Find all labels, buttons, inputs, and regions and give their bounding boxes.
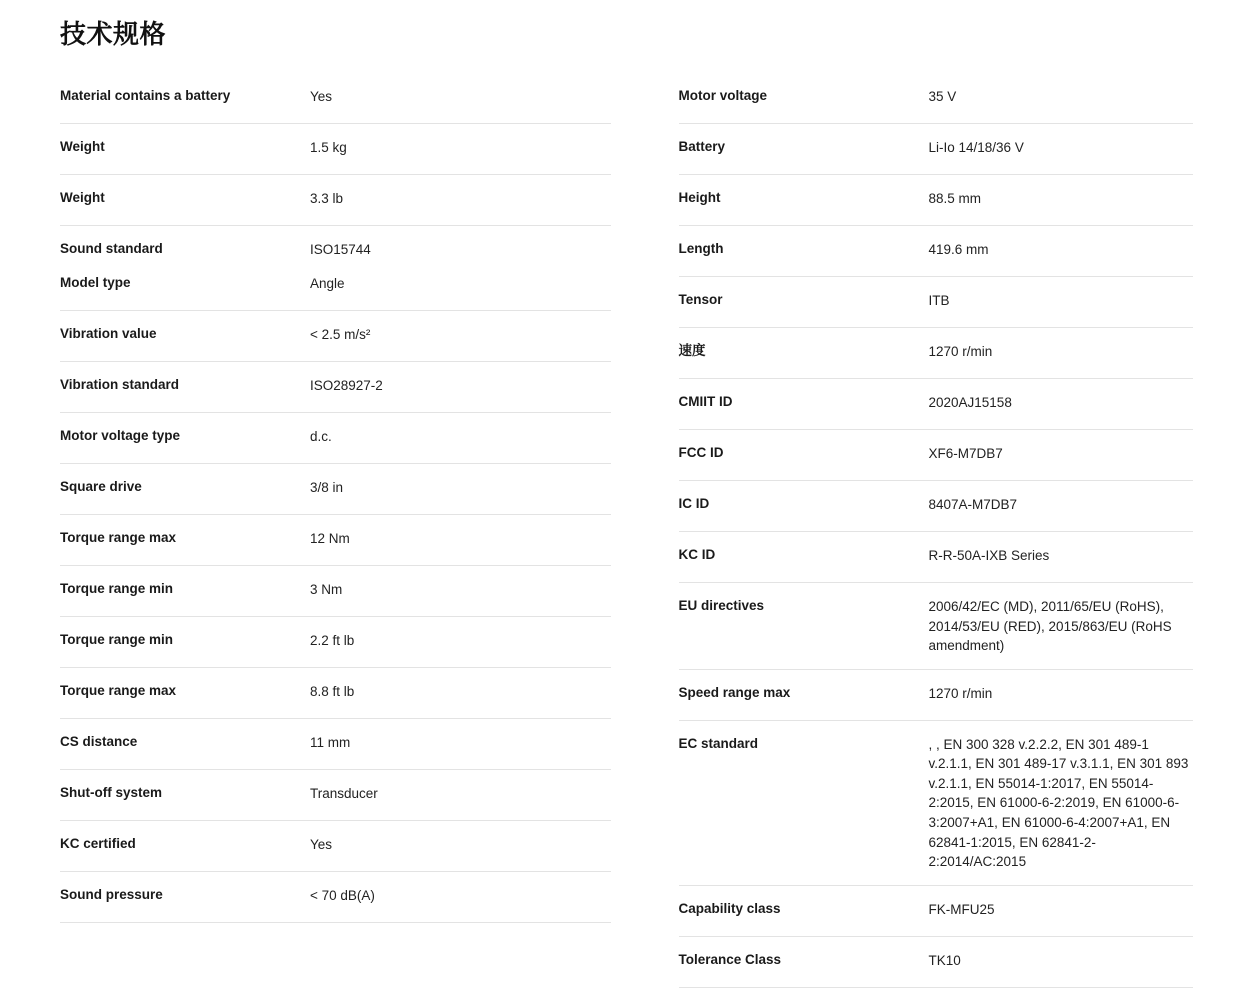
spec-value: 3 Nm bbox=[310, 582, 343, 597]
spec-value: 35 V bbox=[928, 89, 957, 104]
table-row bbox=[60, 311, 611, 362]
spec-value: 2006/42/EC (MD), 2011/65/EU (RoHS), 2014/53/EU (RED), 2015/863/EU (RoHS amendment) bbox=[928, 599, 1172, 654]
spec-value: Transducer bbox=[310, 786, 378, 801]
spec-label: Torque range max bbox=[60, 683, 177, 698]
spec-columns bbox=[60, 73, 1193, 988]
table-row bbox=[60, 821, 611, 872]
table-row bbox=[60, 617, 611, 668]
table-row bbox=[679, 937, 1194, 988]
spec-label: Speed range max bbox=[678, 684, 791, 700]
spec-label: Length bbox=[678, 241, 724, 256]
spec-label: EU directives bbox=[678, 598, 765, 613]
table-row bbox=[60, 73, 611, 124]
spec-label: Material contains a battery bbox=[60, 88, 231, 103]
spec-label: Height bbox=[678, 190, 721, 205]
spec-value: 1270 r/min bbox=[928, 685, 993, 701]
spec-label: Motor voltage bbox=[678, 88, 768, 103]
table-row bbox=[60, 175, 611, 226]
table-row bbox=[679, 721, 1194, 886]
spec-value: 3/8 in bbox=[310, 480, 344, 495]
table-row bbox=[60, 515, 611, 566]
table-row bbox=[60, 872, 611, 923]
spec-label: CS distance bbox=[60, 734, 138, 749]
table-row bbox=[60, 226, 611, 268]
table-row bbox=[60, 464, 611, 515]
spec-value: 8407A-M7DB7 bbox=[928, 497, 1018, 512]
spec-label: Sound pressure bbox=[60, 887, 163, 902]
table-row bbox=[679, 73, 1194, 124]
table-row bbox=[60, 413, 611, 464]
spec-value: 2020AJ15158 bbox=[928, 395, 1012, 410]
spec-label: Shut-off system bbox=[60, 785, 163, 800]
spec-value: Yes bbox=[310, 837, 333, 852]
page-title: 技术规格 bbox=[60, 19, 167, 49]
spec-label: Torque range max bbox=[60, 530, 177, 545]
table-row bbox=[679, 886, 1194, 937]
table-row bbox=[60, 668, 611, 719]
spec-label: Sound standard bbox=[60, 241, 163, 256]
table-row bbox=[679, 379, 1194, 430]
spec-label: CMIIT ID bbox=[678, 394, 733, 409]
table-row bbox=[679, 328, 1194, 379]
table-row bbox=[679, 583, 1194, 670]
spec-value: ISO15744 bbox=[310, 242, 371, 257]
spec-label: Tolerance Class bbox=[678, 951, 782, 967]
spec-label: Square drive bbox=[60, 479, 142, 494]
spec-label: Battery bbox=[678, 139, 726, 154]
spec-value: ISO28927-2 bbox=[310, 378, 383, 393]
spec-label: Torque range min bbox=[60, 581, 174, 596]
spec-value: < 2.5 m/s² bbox=[310, 327, 371, 342]
table-row bbox=[60, 362, 611, 413]
spec-label: Weight bbox=[60, 139, 105, 154]
spec-column-left bbox=[60, 73, 627, 923]
spec-column-right bbox=[627, 73, 1194, 988]
table-row bbox=[679, 532, 1194, 583]
spec-label: Motor voltage type bbox=[60, 428, 181, 443]
spec-value: TK10 bbox=[928, 952, 961, 968]
spec-value: Yes bbox=[310, 89, 333, 104]
spec-label: Tensor bbox=[678, 292, 723, 307]
spec-label: Capability class bbox=[678, 900, 781, 916]
table-row bbox=[60, 719, 611, 770]
spec-label: EC standard bbox=[678, 735, 759, 751]
spec-value: Li-Io 14/18/36 V bbox=[928, 140, 1024, 155]
table-row bbox=[679, 175, 1194, 226]
table-row bbox=[679, 277, 1194, 328]
spec-label: Torque range min bbox=[60, 632, 174, 647]
table-row bbox=[60, 268, 611, 311]
table-row bbox=[60, 124, 611, 175]
spec-value: FK-MFU25 bbox=[928, 901, 995, 917]
spec-value: 3.3 lb bbox=[310, 191, 344, 206]
table-row bbox=[60, 566, 611, 617]
table-row bbox=[679, 670, 1194, 721]
spec-label: KC ID bbox=[678, 547, 716, 562]
spec-value: 1.5 kg bbox=[310, 140, 347, 155]
spec-label: Model type bbox=[60, 275, 131, 290]
spec-value: XF6-M7DB7 bbox=[928, 446, 1003, 461]
spec-value: 419.6 mm bbox=[928, 242, 989, 257]
table-row bbox=[60, 770, 611, 821]
spec-value: , , EN 300 328 v.2.2.2, EN 301 489-1 v.2.1.1, EN 301 489-17 v.3.1.1, EN 301 893 v.2.1.1, EN 55014-1:2017, EN 55014-2:2015, EN 61000-6-2:2019, EN 61000-6-3:2007+A1, EN 61000-6-4:2007+A1, EN 62841-1:2015, EN 62841-2-2:2014/AC:2015 bbox=[928, 736, 1189, 870]
spec-label: 速度 bbox=[678, 343, 706, 358]
spec-value: Angle bbox=[310, 276, 345, 291]
spec-value: 11 mm bbox=[310, 735, 351, 750]
spec-label: IC ID bbox=[678, 496, 710, 511]
spec-value: 88.5 mm bbox=[928, 191, 982, 206]
spec-value: 8.8 ft lb bbox=[310, 684, 355, 699]
spec-value: 2.2 ft lb bbox=[310, 633, 355, 648]
spec-value: < 70 dB(A) bbox=[310, 888, 375, 903]
spec-value: d.c. bbox=[310, 429, 332, 444]
table-row bbox=[679, 430, 1194, 481]
spec-value: 1270 r/min bbox=[928, 344, 993, 359]
spec-value: ITB bbox=[928, 293, 950, 308]
spec-label: Vibration value bbox=[60, 326, 157, 341]
spec-label: KC certified bbox=[60, 836, 136, 851]
spec-label: Vibration standard bbox=[60, 377, 180, 392]
spec-label: Weight bbox=[60, 190, 105, 205]
table-row bbox=[679, 481, 1194, 532]
table-row bbox=[679, 226, 1194, 277]
spec-value: R-R-50A-IXB Series bbox=[928, 548, 1050, 563]
table-row bbox=[679, 124, 1194, 175]
spec-value: 12 Nm bbox=[310, 531, 350, 546]
spec-label: FCC ID bbox=[678, 445, 724, 460]
spec-page bbox=[0, 14, 1253, 968]
